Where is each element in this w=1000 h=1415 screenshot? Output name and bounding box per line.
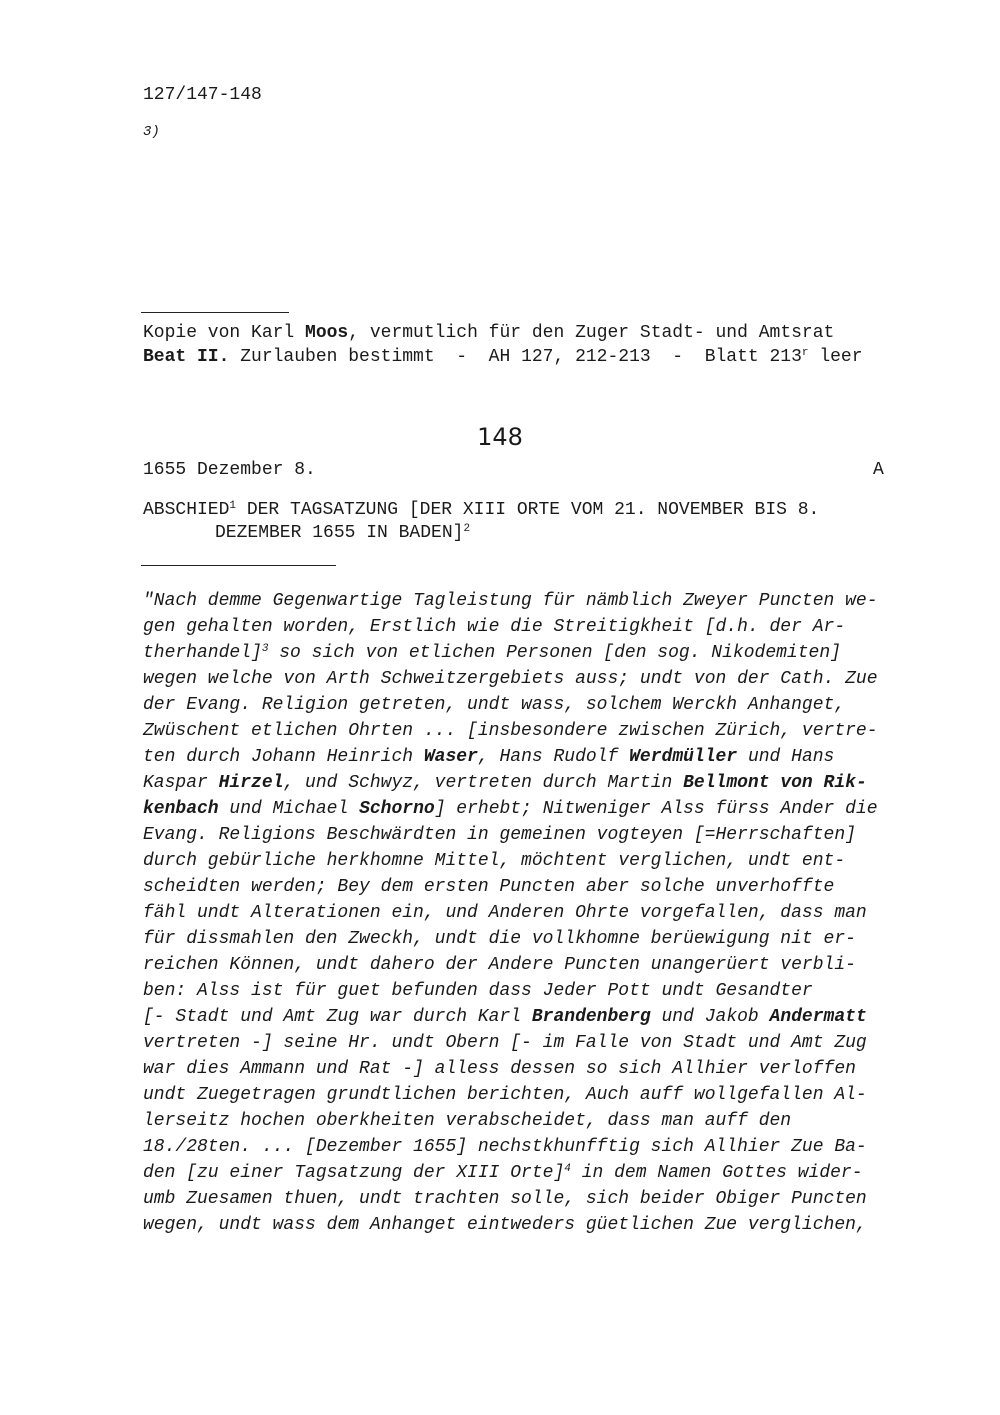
body-line: 18./28ten. ... [Dezember 1655] nechstkhunfftig sich Allhier Zue Ba- — [143, 1137, 867, 1157]
body-line: ben: Alss ist für guet befunden dass Jeder Pott undt Gesandter — [143, 981, 813, 1001]
document-title-line-1: ABSCHIED$^1$ DER TAGSATZUNG [DER XIII ORTE VOM 21. NOVEMBER BIS 8. — [143, 500, 820, 520]
body-line: Evang. Religions Beschwärdten in gemeinen vogteyen [=Herrschaften] — [143, 825, 856, 845]
body-line: reichen Können, undt dahero der Andere Puncten unangerüert verbli- — [143, 955, 856, 975]
body-line: den [zu einer Tagsatzung der XIII Orte]$^4$ in dem Namen Gottes wider- — [143, 1163, 863, 1183]
reference-number: 127/147-148 — [143, 85, 262, 105]
document-number: 148 — [477, 423, 523, 451]
body-line: war dies Ammann und Rat -] alless dessen so sich Allhier verloffen — [143, 1059, 856, 1079]
body-line: therhandel]$^3$ so sich von etlichen Personen [den sog. Nikodemiten] — [143, 643, 841, 663]
body-line: "Nach demme Gegenwartige Tagleistung für nämblich Zweyer Puncten we- — [143, 591, 878, 611]
body-line: für dissmahlen den Zweckh, undt die vollkhomne berüewigung nit er- — [143, 929, 856, 949]
body-line: wegen welche von Arth Schweitzergebiets auss; undt von der Cath. Zue — [143, 669, 878, 689]
title-divider — [141, 565, 336, 566]
document-title-line-2: DEZEMBER 1655 IN BADEN]$^2$ — [215, 523, 471, 543]
footnote-marker: 3) — [143, 124, 160, 140]
body-line: wegen, undt wass dem Anhanget eintweders güetlichen Zue verglichen, — [143, 1215, 867, 1235]
body-line: ten durch Johann Heinrich Waser, Hans Rudolf Werdmüller und Hans — [143, 747, 835, 767]
document-date: 1655 Dezember 8. — [143, 460, 316, 480]
body-line: undt Zuegetragen grundtlichen berichten, Auch auff wollgefallen Al- — [143, 1085, 867, 1105]
body-line: scheidten werden; Bey dem ersten Puncten aber solche unverhoffte — [143, 877, 835, 897]
body-line: umb Zuesamen thuen, undt trachten solle, sich beider Obiger Puncten — [143, 1189, 867, 1209]
body-line: lerseitz hochen oberkheiten verabscheidet, dass man auff den — [143, 1111, 792, 1131]
body-line: vertreten -] seine Hr. undt Obern [- im Falle von Stadt und Amt Zug — [143, 1033, 867, 1053]
body-line: Kaspar Hirzel, und Schwyz, vertreten durch Martin Bellmont von Rik- — [143, 773, 867, 793]
source-note-line-2: Beat II. Zurlauben bestimmt - AH 127, 212-213 - Blatt 213$^r$ leer — [143, 347, 863, 367]
body-line: kenbach und Michael Schorno] erhebt; Nitweniger Alss fürss Ander die — [143, 799, 878, 819]
source-note-line-1: Kopie von Karl Moos, vermutlich für den Zuger Stadt- und Amtsrat — [143, 323, 835, 343]
body-line: gen gehalten worden, Erstlich wie die Streitigkheit [d.h. der Ar- — [143, 617, 846, 637]
document-body — [143, 588, 878, 1238]
body-line: durch gebürliche herkhomne Mittel, möchtent verglichen, undt ent- — [143, 851, 846, 871]
footnote-divider — [141, 312, 289, 313]
body-line: [- Stadt und Amt Zug war durch Karl Brandenberg und Jakob Andermatt — [143, 1007, 867, 1027]
body-line: der Evang. Religion getreten, undt wass, solchem Werckh Anhanget, — [143, 695, 846, 715]
document-letter: A — [873, 460, 884, 480]
body-line: fähl undt Alterationen ein, und Anderen Ohrte vorgefallen, dass man — [143, 903, 867, 923]
body-line: Zwüschent etlichen Ohrten ... [insbesondere zwischen Zürich, vertre- — [143, 721, 878, 741]
